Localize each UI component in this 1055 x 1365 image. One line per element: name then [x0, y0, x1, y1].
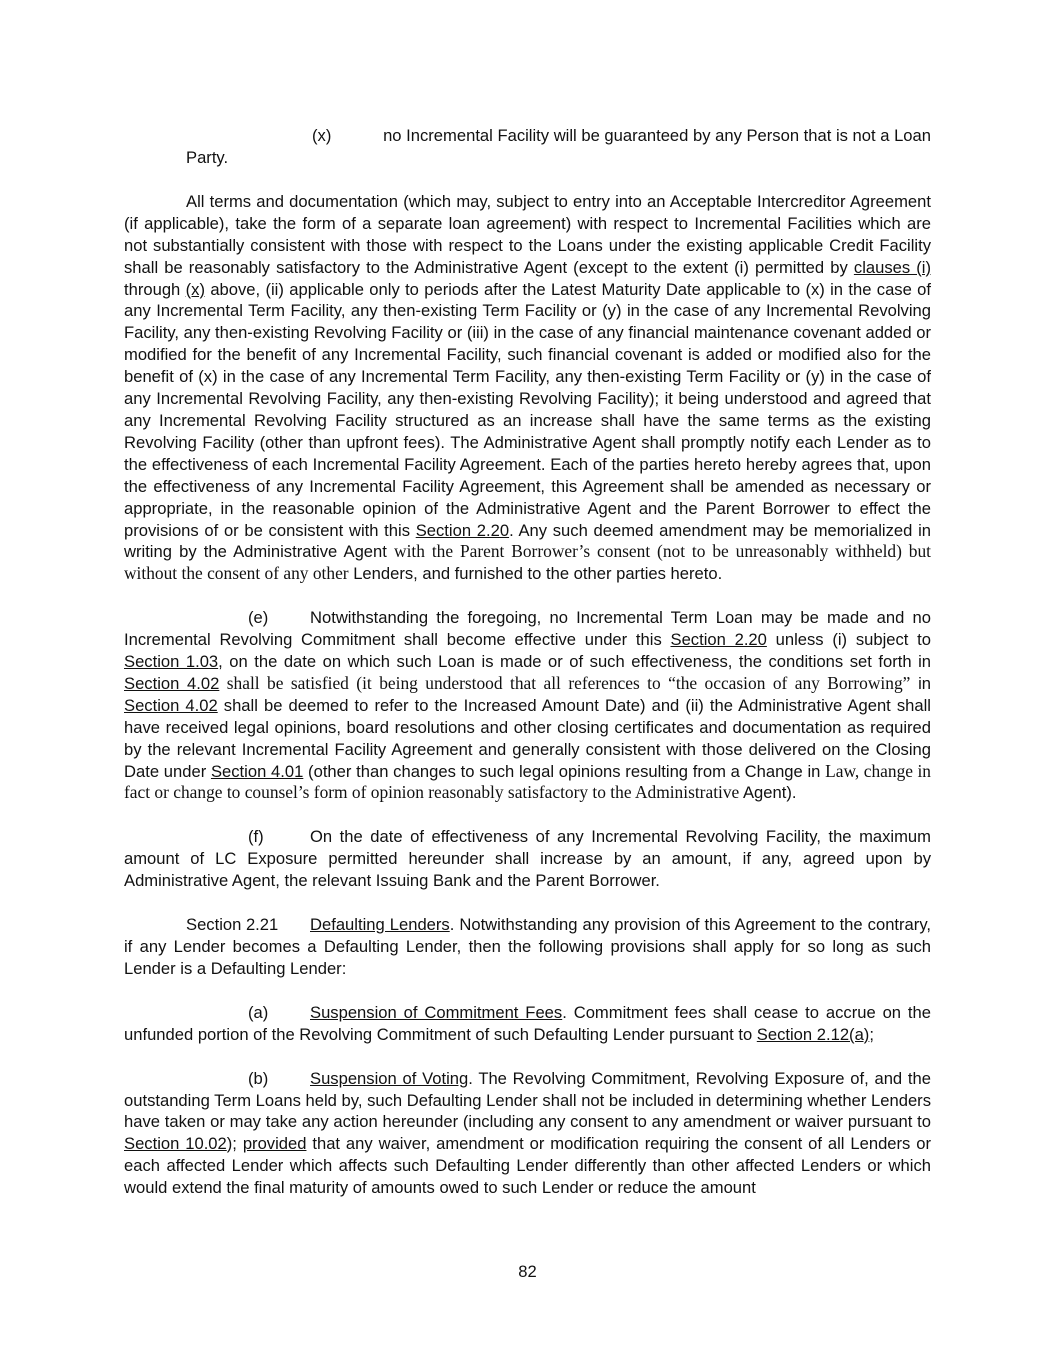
clause-text-x: no Incremental Facility will be guaranteed by any Person that is not a Loan: [383, 126, 931, 145]
paragraph-e: [124, 607, 931, 804]
terms-text-4: . Any such deemed amendment may be memorialized in writing by the Administrative Agent: [124, 520, 931, 562]
e-text-9: Agent).: [739, 783, 797, 803]
ref-section-2-12a: Section 2.12(a): [756, 1024, 870, 1044]
paragraph-x: [124, 125, 931, 147]
b-text-2: );: [226, 1134, 243, 1154]
clause-label-a: (a): [248, 1002, 269, 1022]
a-text-2: ;: [869, 1024, 874, 1044]
clause-label-e: (e): [248, 608, 269, 628]
a-heading: Suspension of Commitment Fees: [310, 1002, 563, 1022]
ref-section-10-02: Section 10.02: [124, 1134, 227, 1154]
e-text-7: (other than changes to such legal opinions resulting from a Change in: [303, 761, 826, 781]
a-text-1: . Commitment fees shall cease to accrue on the unfunded portion of the Revolving Commitment of such Defaulting Lender pursuant to: [124, 1002, 931, 1044]
clause-label-f: (f): [248, 827, 264, 847]
clause-label-b: (b): [248, 1068, 269, 1088]
clause-label-x: (x): [312, 126, 332, 145]
terms-text-5: with the Parent Borrower’s consent (not to be unreasonably withheld) but without the consent of any other: [124, 541, 931, 584]
b-heading: Suspension of Voting: [310, 1068, 469, 1088]
ref-clause-x: (x): [185, 279, 205, 299]
ref-section-1-03: Section 1.03: [124, 652, 219, 672]
section-2-21-text: . Notwithstanding any provision of this Agreement to the contrary, if any Lender becomes a Defaulting Lender, then the following provisions shall apply for so long as such Lender is a Defaulting Lender:: [124, 915, 931, 978]
terms-text-6: Lenders, and furnished to the other parties hereto.: [348, 564, 723, 584]
ref-clauses-i: clauses (i): [853, 257, 931, 277]
ref-section-2-20: Section 2.20: [415, 520, 510, 540]
ref-section-4-02: Section 4.02: [124, 673, 220, 693]
page-number: 82: [518, 1262, 537, 1281]
b-text-3: that any waiver, amendment or modification requiring the consent of all Lenders or each affected Lender which affects such Defaulting Lender differently than other affected Lenders or which would extend the final maturity of amounts owed to such Lender or reduce the amount: [124, 1134, 932, 1198]
section-2-21: [124, 914, 931, 980]
e-text-5: in: [910, 673, 931, 693]
terms-text-2: through: [124, 279, 186, 299]
document-body: [124, 125, 931, 1199]
paragraph-x-continuation: Party.: [186, 148, 229, 167]
e-text-8: Law, change in fact or change to counsel’s form of opinion reasonably satisfactory to the Administrative: [124, 760, 931, 803]
paragraph-terms: [124, 191, 931, 585]
section-heading: Defaulting Lenders: [310, 915, 450, 935]
e-text-1: Notwithstanding the foregoing, no Incremental Term Loan may be made and no Incremental Revolving Commitment shall become effective under this: [124, 608, 931, 650]
b-text-1: . The Revolving Commitment, Revolving Exposure of, and the outstanding Term Loans held by, such Defaulting Lender shall not be included in determining whether Lenders have taken or may take any action hereunder (including any consent to any amendment or waiver pursuant to: [124, 1068, 931, 1132]
paragraph-b: [124, 1068, 931, 1199]
f-text: On the date of effectiveness of any Incremental Revolving Facility, the maximum amount of LC Exposure permitted hereunder shall increase by an amount, if any, agreed upon by Administrative Agent, the relevant Issuing Bank and the Parent Borrower.: [124, 827, 931, 891]
e-text-4: shall be satisfied (it being understood that all references to “the occasion of any Borrowing”: [219, 672, 911, 693]
section-number: Section 2.21: [186, 915, 279, 935]
ref-section-4-01: Section 4.01: [210, 761, 304, 781]
ref-provided: provided: [242, 1134, 307, 1154]
e-text-2: unless (i) subject to: [766, 630, 931, 650]
ref-section-4-02-b: Section 4.02: [124, 695, 218, 715]
terms-text-3: above, (ii) applicable only to periods after the Latest Maturity Date applicable to (x) in the case of any Incremental Term Facility, any then-existing Term Facility or (y) in the case of any Incremental Revolving Facility, any then-existing Revolving Facility or (iii) in the case of any financial maintenance covenant added or modified for the benefit of any Incremental Facility, such financial covenant is added or modified also for the benefit of (x) in the case of any Incremental Term Facility, any then-existing Term Facility or (y) in the case of any Incremental Revolving Facility, any then-existing Revolving Facility); it being understood and agreed that any Incremental Revolving Facility structured as an increase shall have the same terms as the existing Revolving Facility (other than upfront fees). The Administrative Agent shall promptly notify each Lender as to the effectiveness of each Incremental Facility Agreement. Each of the parties hereto hereby agrees that, upon the effectiveness of any Incremental Facility Agreement, this Agreement shall be amended as necessary or appropriate, in the reasonable opinion of the Administrative Agent and the Parent Borrower to effect the provisions of or be consistent with this: [124, 279, 931, 540]
e-text-6: shall be deemed to refer to the Increased Amount Date) and (ii) the Administrative Agent shall have received legal opinions, board resolutions and other closing certificates and documentation as required by the relevant Incremental Facility Agreement and generally consistent with those delivered on the Closing Date under: [124, 695, 931, 781]
paragraph-f: [124, 826, 931, 892]
ref-section-2-20-e: Section 2.20: [670, 630, 767, 650]
terms-text-1: All terms and documentation (which may, subject to entry into an Acceptable Intercreditor Agreement (if applicable), take the form of a separate loan agreement) with respect to Incremental Facilities which are not substantially consistent with those with respect to the Loans under the existing applicable Credit Facility shall be reasonably satisfactory to the Administrative Agent (except to the extent (i) permitted by: [124, 191, 931, 277]
e-text-3: , on the date on which such Loan is made or of such effectiveness, the conditions set forth in: [218, 652, 931, 672]
paragraph-a: [124, 1002, 931, 1046]
